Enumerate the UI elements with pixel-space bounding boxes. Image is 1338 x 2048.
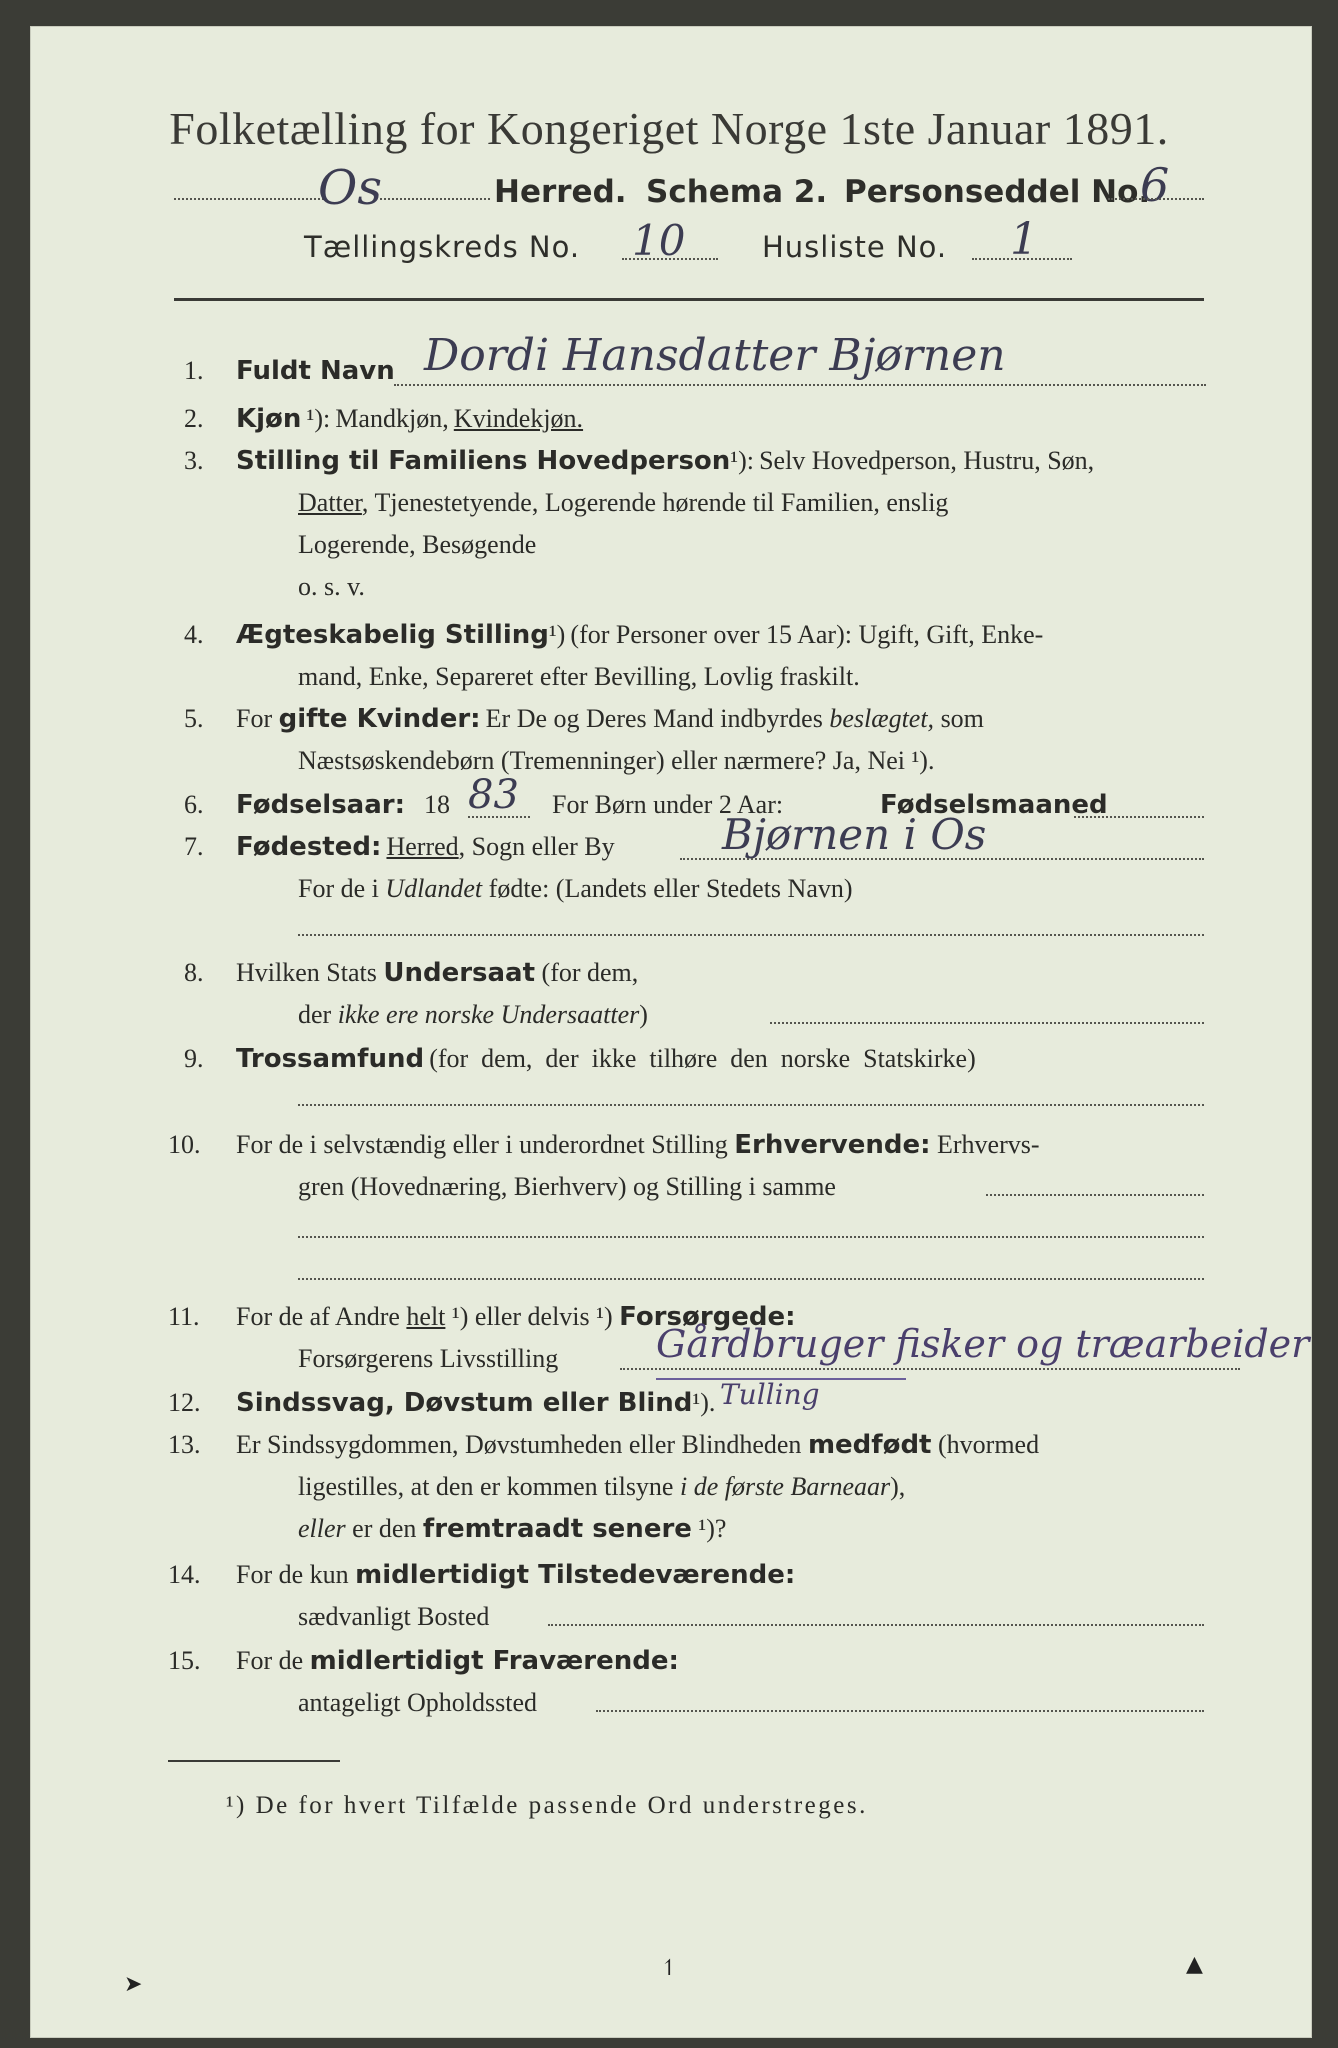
q13-line1 [236, 1430, 1039, 1460]
q1-label: Fuldt Navn [236, 356, 395, 386]
q8-text2b: ) [639, 1000, 648, 1029]
q2-sup: ¹): [306, 404, 331, 433]
q14-label: midlertidigt Tilstedeværende: [355, 1560, 796, 1590]
q7-line1 [236, 832, 615, 862]
personseddel-dots [1108, 198, 1204, 200]
q1-number: 1. [184, 356, 204, 385]
q5-som: som [934, 704, 984, 733]
q8-text2a: der [298, 1000, 338, 1029]
q6-year-prefix: 18 [424, 790, 450, 819]
kreds-dots [622, 258, 718, 260]
q3-text1: Selv Hovedperson, Hustru, Søn, [759, 446, 1095, 475]
q5-pre: For [236, 704, 279, 733]
q5-beslaegtet: beslægtet, [829, 704, 935, 733]
q7-dots [680, 858, 1204, 860]
header-rule [174, 298, 1204, 301]
q14-line2: sædvanligt Bosted [298, 1602, 490, 1631]
q13-label2: fremtraadt senere [422, 1514, 692, 1544]
q15-line2: antageligt Opholdssted [298, 1688, 538, 1717]
q5-text1: Er De og Deres Mand indbyrdes [485, 704, 830, 733]
q13-text1b: (hvormed [931, 1430, 1040, 1459]
q3-line1 [236, 446, 1094, 476]
q8-label: Undersaat [383, 958, 536, 988]
q5-line1 [236, 704, 984, 734]
q7-rest: , Sogn eller By [458, 832, 615, 861]
q7-value: Bjørnen i Os [722, 810, 987, 859]
schema-label: Schema 2. [646, 174, 828, 210]
q13-label: medfødt [807, 1430, 932, 1460]
q11-value: Gårdbruger fisker og træarbeider [656, 1322, 1310, 1366]
q13-line2 [298, 1472, 905, 1502]
q3-line2 [298, 488, 948, 518]
q2-number: 2. [184, 404, 204, 433]
q8-dots [770, 1022, 1204, 1024]
q12-value: Tulling [720, 1378, 820, 1411]
q8-number: 8. [184, 958, 204, 987]
personseddel-label: Personseddel No. [844, 174, 1151, 210]
q11-number: 11. [168, 1302, 200, 1331]
corner-mark-center: ↿ [660, 1956, 679, 1981]
q7-text2b: fødte: (Landets eller Stedets Navn) [482, 874, 853, 903]
kreds-label: Tællingskreds No. [304, 230, 581, 264]
q11-label: Forsørgede: [619, 1302, 796, 1332]
personseddel-value: 6 [1140, 158, 1170, 212]
q3-sup: ¹): [730, 446, 754, 475]
kreds-value: 10 [632, 216, 686, 265]
q2-label: Kjøn [236, 404, 302, 434]
q13-text2b: ), [890, 1472, 906, 1501]
q3-line4: o. s. v. [298, 572, 365, 601]
q7-herred: Herred [386, 832, 459, 861]
q10-number: 10. [168, 1130, 201, 1159]
q2-option-male: Mandkjøn, [335, 404, 449, 433]
q10-dots-2 [298, 1236, 1204, 1238]
q8-text1a: Hvilken Stats [236, 958, 384, 987]
q12-line1 [236, 1388, 715, 1418]
q5-number: 5. [184, 704, 204, 733]
q13-text2a: ligestilles, at den er kommen tilsyne [298, 1472, 680, 1501]
q5-label: gifte Kvinder: [278, 704, 481, 734]
q5-line2: Næstsøskendebørn (Tremenninger) eller nærmere? Ja, Nei ¹). [298, 746, 935, 775]
q9-line1 [236, 1044, 976, 1074]
q10-dots-3 [298, 1278, 1204, 1280]
q2-line [236, 404, 583, 434]
q4-line2: mand, Enke, Separeret efter Bevilling, Lovlig fraskilt. [298, 662, 860, 691]
q10-line2: gren (Hovednæring, Bierhverv) og Stilling i samme [298, 1172, 836, 1201]
q7-number: 7. [184, 832, 204, 861]
q6-year-dots [468, 816, 530, 818]
q13-text1a: Er Sindssygdommen, Døvstumheden eller Blindheden [236, 1430, 808, 1459]
q7-label: Fødested: [236, 832, 382, 862]
q4-sup: ¹) [548, 620, 566, 649]
q11-text1a: For de af Andre [236, 1302, 407, 1331]
footnote: ¹) De for hvert Tilfælde passende Ord understreges. [226, 1792, 868, 1819]
q12-label: Sindssvag, Døvstum eller Blind [236, 1388, 693, 1418]
q6-month-dots [1074, 816, 1204, 818]
q11-text1b: ¹) eller delvis ¹) [445, 1302, 620, 1331]
corner-mark-right: ▲ [1186, 1952, 1203, 1977]
q8-text1b: (for dem, [535, 958, 639, 987]
q6-month-label: Fødselsmaaned [880, 790, 1108, 820]
q13-line3 [298, 1514, 726, 1544]
q8-line2 [298, 1000, 648, 1030]
q15-label: midlertidigt Fraværende: [309, 1646, 679, 1676]
q2-option-female: Kvindekjøn. [453, 404, 584, 433]
q10-dots [986, 1194, 1204, 1196]
q7-line2 [298, 874, 853, 904]
q1-value: Dordi Hansdatter Bjørnen [424, 330, 1006, 381]
form-title: Folketælling for Kongeriget Norge 1ste Januar 1891. [169, 103, 1169, 154]
q3-line3: Logerende, Besøgende [298, 530, 537, 559]
q10-label: Erhvervende: [734, 1130, 931, 1160]
census-form [30, 26, 1312, 2038]
q4-text1: (for Personer over 15 Aar): Ugift, Gift, Enke- [570, 620, 1044, 649]
q8-line1 [236, 958, 638, 988]
q3-number: 3. [184, 446, 204, 475]
q11-dots [620, 1368, 1240, 1370]
q7-udlandet: Udlandet [385, 874, 483, 903]
q14-number: 14. [168, 1560, 201, 1589]
herred-label: Herred. [494, 174, 627, 210]
q14-line1 [236, 1560, 795, 1590]
q3-datter: Datter [298, 488, 362, 517]
q6-number: 6. [184, 790, 204, 819]
q12-sup: ¹). [692, 1388, 716, 1417]
q4-label: Ægteskabelig Stilling [236, 620, 549, 650]
q7-dots-2 [298, 934, 1204, 936]
q15-text1a: For de [236, 1646, 310, 1675]
q13-text2-italic: i de første Barneaar [679, 1472, 891, 1501]
q4-line1 [236, 620, 1043, 650]
q15-dots [596, 1710, 1204, 1712]
q15-line1 [236, 1646, 679, 1676]
herred-dots [174, 198, 324, 200]
husliste-dots [972, 258, 1072, 260]
q9-number: 9. [184, 1044, 204, 1073]
q14-dots [548, 1624, 1204, 1626]
q10-line1 [236, 1130, 1040, 1160]
q13-text3b: ¹)? [691, 1514, 727, 1543]
q13-text3a: er den [345, 1514, 423, 1543]
q12-number: 12. [168, 1388, 201, 1417]
q3-label: Stilling til Familiens Hovedperson [236, 446, 731, 476]
q15-number: 15. [168, 1646, 201, 1675]
q6-label: Fødselsaar: [236, 790, 405, 820]
herred-dots-2 [380, 198, 490, 200]
q4-number: 4. [184, 620, 204, 649]
q6-child-text: For Børn under 2 Aar: [552, 790, 784, 819]
q8-text2-italic: ikke ere norske Undersaatter [337, 1000, 640, 1029]
q6-year-value: 83 [468, 772, 519, 818]
q11-line2: Forsørgerens Livsstilling [298, 1344, 559, 1373]
footnote-rule [168, 1760, 340, 1762]
corner-mark-left: ➤ [124, 1972, 143, 1997]
q11-helt: helt [406, 1302, 446, 1331]
q9-dots [298, 1104, 1204, 1106]
husliste-label: Husliste No. [762, 230, 948, 264]
q9-label: Trossamfund [236, 1044, 425, 1074]
q14-text1a: For de kun [236, 1560, 356, 1589]
husliste-value: 1 [1010, 214, 1038, 265]
q10-text1b: Erhvervs- [930, 1130, 1040, 1159]
q3-text2: , Tjenestetyende, Logerende hørende til Familien, enslig [361, 488, 949, 517]
herred-value: Os [318, 160, 382, 216]
q13-text3-italic: eller [298, 1514, 346, 1543]
q9-rest: (for dem, der ikke tilhøre den norske Statskirke) [429, 1044, 976, 1073]
q1-dots [394, 384, 1206, 386]
q10-text1a: For de i selvstændig eller i underordnet Stilling [236, 1130, 735, 1159]
q7-text2a: For de i [298, 874, 386, 903]
q13-number: 13. [168, 1430, 201, 1459]
